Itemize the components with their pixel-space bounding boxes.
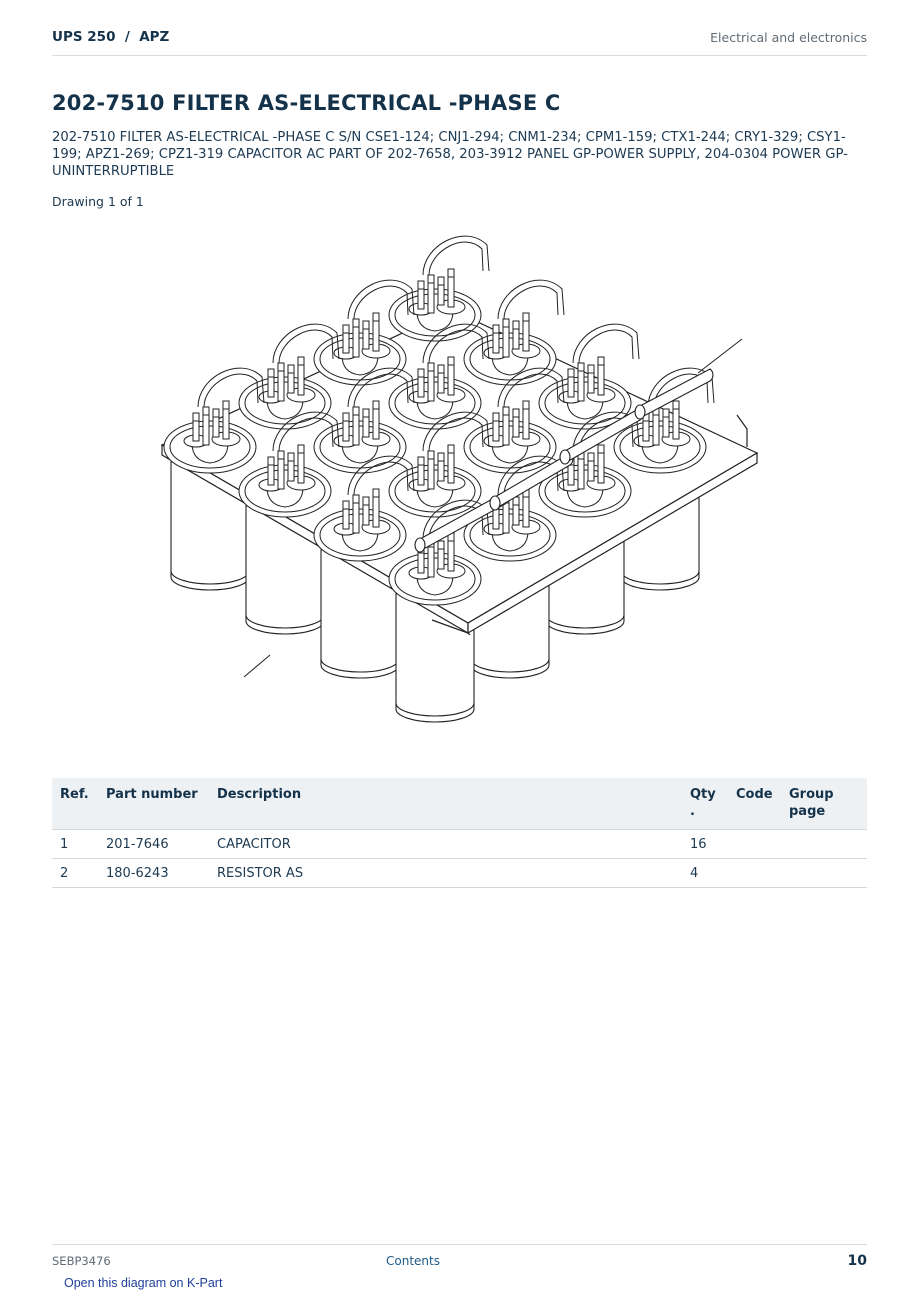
part-number-cell: 201-7646	[98, 830, 209, 859]
page-footer	[52, 1244, 867, 1274]
page-number: 10	[847, 1253, 867, 1269]
qty-cell: 4	[682, 859, 728, 888]
group-page-cell	[781, 830, 867, 859]
page-title: 202-7510 FILTER AS-ELECTRICAL -PHASE C	[52, 91, 561, 115]
code-cell	[728, 859, 781, 888]
col-ref: Ref.	[52, 778, 98, 830]
table-header-row	[52, 778, 867, 830]
breadcrumb: UPS 250 / APZ	[52, 29, 170, 45]
part-number-cell: 180-6243	[98, 859, 209, 888]
section-name: Electrical and electronics	[710, 30, 867, 45]
col-group-page: Group page	[781, 778, 867, 830]
page-header	[52, 29, 867, 56]
parts-diagram	[150, 215, 770, 760]
col-description: Description	[209, 778, 682, 830]
description-cell: RESISTOR AS	[209, 859, 682, 888]
description-cell: CAPACITOR	[209, 830, 682, 859]
code-cell	[728, 830, 781, 859]
document-id: SEBP3476	[52, 1254, 111, 1268]
contents-link[interactable]: Contents	[386, 1254, 440, 1268]
table-row	[52, 830, 867, 859]
group-page-cell	[781, 859, 867, 888]
kpart-link[interactable]: Open this diagram on K-Part	[64, 1276, 223, 1290]
col-qty: Qty .	[682, 778, 728, 830]
table-row	[52, 859, 867, 888]
col-code: Code	[728, 778, 781, 830]
drawing-count: Drawing 1 of 1	[52, 194, 144, 209]
qty-cell: 16	[682, 830, 728, 859]
parts-table	[52, 778, 867, 888]
col-part-number: Part number	[98, 778, 209, 830]
ref-cell: 2	[52, 859, 98, 888]
ref-cell: 1	[52, 830, 98, 859]
assembly-description: 202-7510 FILTER AS-ELECTRICAL -PHASE C S/N CSE1-124; CNJ1-294; CNM1-234; CPM1-159; CTX1-244; CRY1-329; CSY1-199; APZ1-269; CPZ1-319 CAPACITOR AC PART OF 202-7658, 203-3912 PANEL GP-POWER SUPPLY, 204-0304 POWER GP-UNINTERRUPTIBLE	[52, 130, 848, 179]
